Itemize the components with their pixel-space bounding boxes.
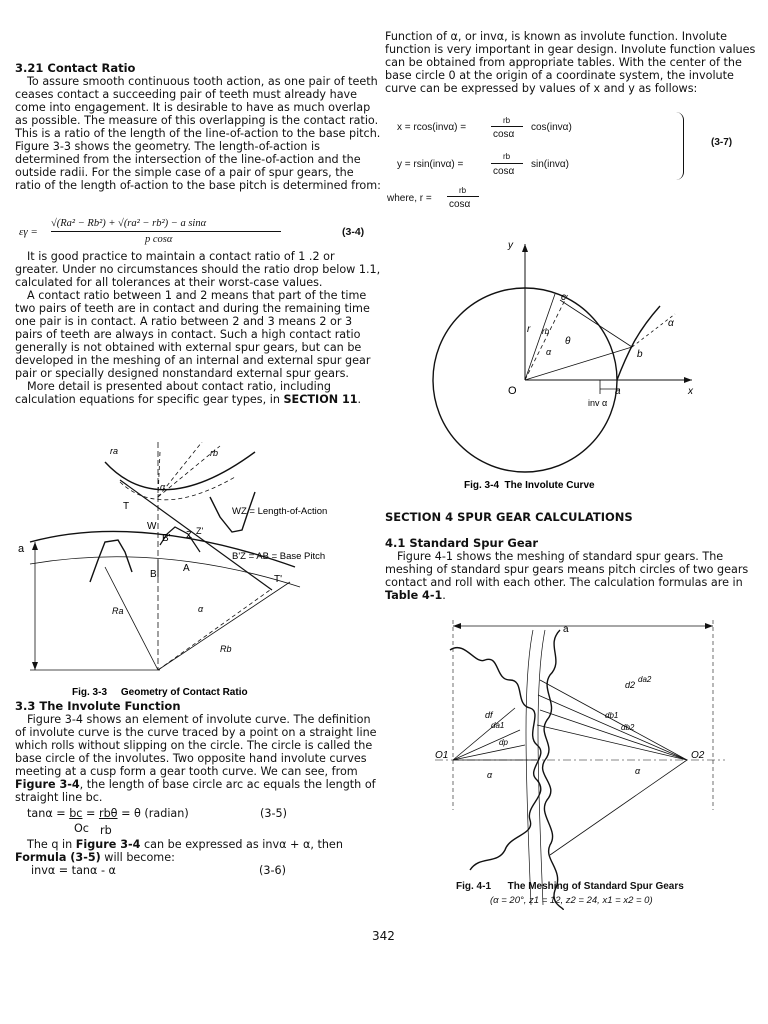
label-da2: da2: [638, 675, 652, 684]
figure-4-1-caption: Fig. 4-1 The Meshing of Standard Spur Gears: [456, 881, 684, 892]
label-O: O: [508, 385, 517, 397]
eq-lhs: εγ =: [19, 226, 38, 238]
paragraph: More detail is presented about contact ratio, including calculation equations for specific gear types, in SECTION 11.: [15, 380, 362, 406]
equation-3-4: [15, 217, 381, 247]
label-alpha-left: α: [487, 770, 493, 780]
label-ra: ra: [110, 446, 119, 456]
label-A: A: [183, 563, 190, 574]
page-number: 342: [372, 929, 395, 943]
left-column-cont: [15, 250, 381, 406]
paragraph: It is good practice to maintain a contact ratio of 1 .2 or greater. Under no circumstances should the ratio drop below 1.1, calculated for all tolerances at their worst-case values.: [15, 250, 381, 289]
label-Bprime: B': [162, 533, 171, 544]
figure-4-1-meshing-of-standard-spur-gears: [425, 620, 735, 910]
figure-3-4-involute-curve: [420, 234, 700, 494]
section-heading-contact-ratio: 3.21 Contact Ratio: [15, 61, 136, 75]
label-alpha: α: [546, 347, 552, 357]
label-B: B: [150, 569, 157, 580]
label-alpha-right: α: [668, 318, 674, 329]
eq-denominator: p cosα: [145, 234, 173, 245]
paragraph: Figure 4-1 shows the meshing of standard spur gears. The meshing of standard spur gears means pitch circles of two gears contact and roll with each other. The calculation formulas are in Table 4-1.: [385, 550, 749, 602]
section-heading-involute: 3.3 The Involute Function: [15, 699, 181, 713]
left-column: [15, 62, 381, 192]
label-d2: d2: [625, 680, 636, 690]
section-heading-spur-gear-calculations: SECTION 4 SPUR GEAR CALCULATIONS: [385, 510, 633, 524]
paragraph: The q in Figure 3-4 can be expressed as invα + α, then Formula (3-5) will become:: [15, 838, 343, 864]
label-T: T: [123, 501, 130, 512]
label-df: df: [485, 710, 493, 720]
label-O2: O2: [691, 750, 705, 761]
label-O1: O1: [435, 750, 449, 761]
involute-curve: [617, 306, 660, 380]
section-4: [385, 511, 757, 602]
label-r: r: [527, 324, 531, 335]
label-inv-alpha: inv α: [588, 398, 608, 408]
label-Zprime: Z': [196, 526, 204, 536]
figure-4-1-subcaption: (α = 20°, z1 = 12, z2 = 24, x1 = x2 = 0): [490, 895, 653, 906]
label-a: a: [563, 624, 569, 635]
label-db1: db1: [605, 711, 619, 720]
label-da1: da1: [491, 721, 505, 730]
label-Tprime: T': [274, 574, 283, 585]
label-alpha-right: α: [635, 766, 641, 776]
figure-caption: Fig. 3-4 The Involute Curve: [464, 480, 595, 491]
right-column-intro: [385, 30, 757, 95]
involute-section: [15, 700, 381, 804]
figure-3-3-geometry-of-contact-ratio: [10, 442, 382, 698]
label-a: a: [18, 543, 25, 555]
label-Rb: Rb: [220, 644, 232, 654]
label-rb: rb: [210, 448, 219, 458]
label-Ra: Ra: [112, 606, 124, 616]
label-x: x: [688, 386, 693, 397]
label-db2: db2: [621, 723, 635, 732]
eq-numerator: √(Ra² − Rb²) + √(ra² − rb²) − a sinα: [51, 218, 207, 229]
paragraph: Figure 3-4 shows an element of involute curve. The definition of involute curve is the curve traced by a point on a straight line which rolls without slipping on the circle. The circle is called the base circle of the involutes. Two opposite hand involute curves meeting at a cusp form a gear tooth curve. We can see, from Figure 3-4, the length of base circle arc ac equals the length of straight line bc.: [15, 713, 377, 804]
label-theta: θ: [565, 336, 571, 347]
eq-number: (3-5): [260, 807, 288, 820]
label-alpha-bottom: α: [198, 604, 204, 614]
gear-teeth-profile: [543, 630, 564, 910]
label-dp: dp: [499, 738, 508, 747]
paragraph: A contact ratio between 1 and 2 means that part of the time two pairs of teeth are in contact and during the remaining time one pair is in contact. A ratio between 2 and 3 means 2 or 3 pairs of teeth are always in contact. Such a high contact ratio generally is not obtained with external spur gears, but can be developed in the meshing of an internal and external spur gear pair or specially designed nonstandard external spur gears.: [15, 289, 371, 380]
equation-3-5: tanα = bc = rbθ = θ (radian) (3-5) Oc rb: [27, 807, 288, 837]
label-W: W: [147, 521, 157, 532]
upper-gear-addendum-arc: [105, 452, 255, 490]
paragraph: Function of α, or invα, is known as involute function. Involute function is very important in gear design. Involute function values can be obtained from appropriate tables. With the center of the base circle 0 at the origin of a coordinate system, the involute curve can be expressed by values of x and y as follows:: [385, 30, 756, 95]
label-a: a: [615, 386, 621, 397]
figure-caption: Fig. 3-3 Geometry of Contact Ratio: [72, 687, 248, 698]
eq-number: (3-4): [342, 226, 365, 238]
involute-section-cont: [15, 838, 381, 864]
label-b: b: [637, 349, 643, 360]
lower-gear-tooth-left: [90, 540, 132, 582]
paragraph: To assure smooth continuous tooth action, as one pair of teeth ceases contact a succeeding pair of teeth must already have come into engagement. It is desirable to have as much overlap as possible. The measure of this overlapping is the contact ratio. This is a ratio of the length of the line-of-action to the base pitch. Figure 3-3 shows the geometry. The length-of-action is determined from the intersection of the line-of-action and the outside radii. For the simple case of a pair of spur gears, the ratio of the length of-action to the base pitch is determined from:: [15, 75, 381, 192]
label-rb: rb: [542, 327, 550, 336]
legend-length-of-action: WZ = Length-of-Action: [232, 506, 328, 517]
label-alpha-top: α: [160, 482, 166, 492]
eq-fraction-bar: [51, 231, 281, 232]
equation-3-7: x = rcos(invα) = rb cosα cos(invα) y = rsin(invα) = rb cosα sin(invα) where, r = rb cosα (3-7): [385, 112, 757, 207]
label-y: y: [508, 240, 513, 251]
equation-3-6: invα = tanα - α (3-6): [31, 864, 287, 877]
section-heading-standard-spur-gear: 4.1 Standard Spur Gear: [385, 536, 539, 550]
label-c: c: [561, 292, 566, 303]
legend-base-pitch: B'Z = AB = Base Pitch: [232, 551, 326, 562]
equation-brace: [675, 112, 684, 180]
label-Z: Z: [186, 530, 193, 541]
